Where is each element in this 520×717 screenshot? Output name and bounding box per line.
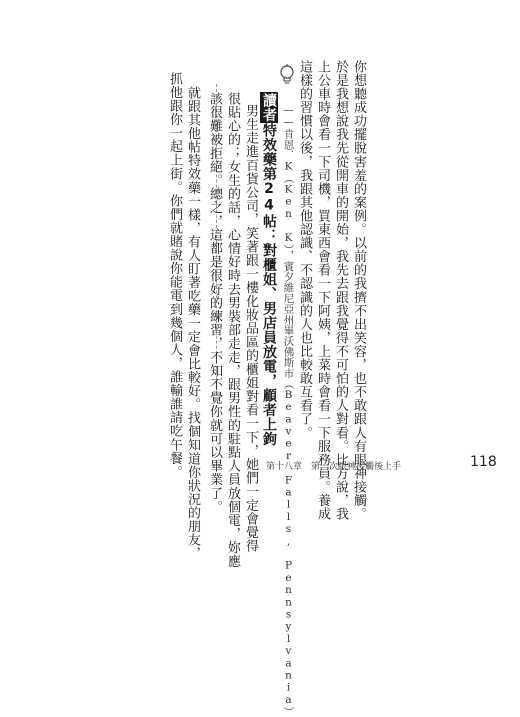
closing-line-2: 抓他跟你一起上街。你們就賭說你能電到幾個人，誰輸誰請吃午餐。: [167, 72, 182, 479]
lightbulb-icon: [278, 64, 296, 86]
body-line-1: 你想聽成功擺脫害羞的案例。以前的我擠不出笑容，也不敢跟人有眼神接觸。: [351, 60, 366, 521]
body-line-2: 於是我想說我先從開車的開始，我先去跟我覺得不可怕的人對看。比方說，我: [333, 60, 348, 521]
closing-line-1: 就跟其他帖特效藥一樣，有人盯著吃藥一定會比較好。找個知道你狀況的朋友，: [185, 86, 200, 561]
tip-line-2: 很貼心的；女生的話，心情好時去男裝部走走，跟男性的駐點人員放個電，妳應: [225, 92, 240, 568]
attribution-quote: ——肯恩．K（Ken K），賓夕維尼亞州畢沃佛斯市（Beaver Falls, Pennsylvania）: [282, 104, 295, 717]
tip-title-keyword: 讀者: [261, 93, 277, 122]
tip-title: [262, 92, 276, 446]
tip-title-mid: 特效藥第: [261, 123, 277, 181]
body-line-4: 這樣的習慣以後，我跟其他認識、不認識的人也比較敢互看了。: [297, 60, 312, 440]
page-number: 118: [470, 454, 497, 470]
tip-title-number: 24: [261, 181, 277, 214]
chapter-footer: 第十八章 第一次眼神接觸後上手: [266, 462, 402, 472]
tip-line-1: 男生走進百貨公司，笑著跟一樓化妝品區的櫃姐對看一下，她們一定會覺得: [243, 104, 258, 553]
tip-line-3: 該很難被拒絕。總之，這都是很好的練習，不知不覺你就可以畢業了。: [207, 92, 222, 514]
tip-title-end: 帖：對櫃姐、男店員放電，顧者上鉤: [261, 214, 277, 446]
body-line-3: 上公車時會看一下司機，買東西會看一下阿姨，上菜時會看一下服務員。養成: [315, 60, 330, 521]
